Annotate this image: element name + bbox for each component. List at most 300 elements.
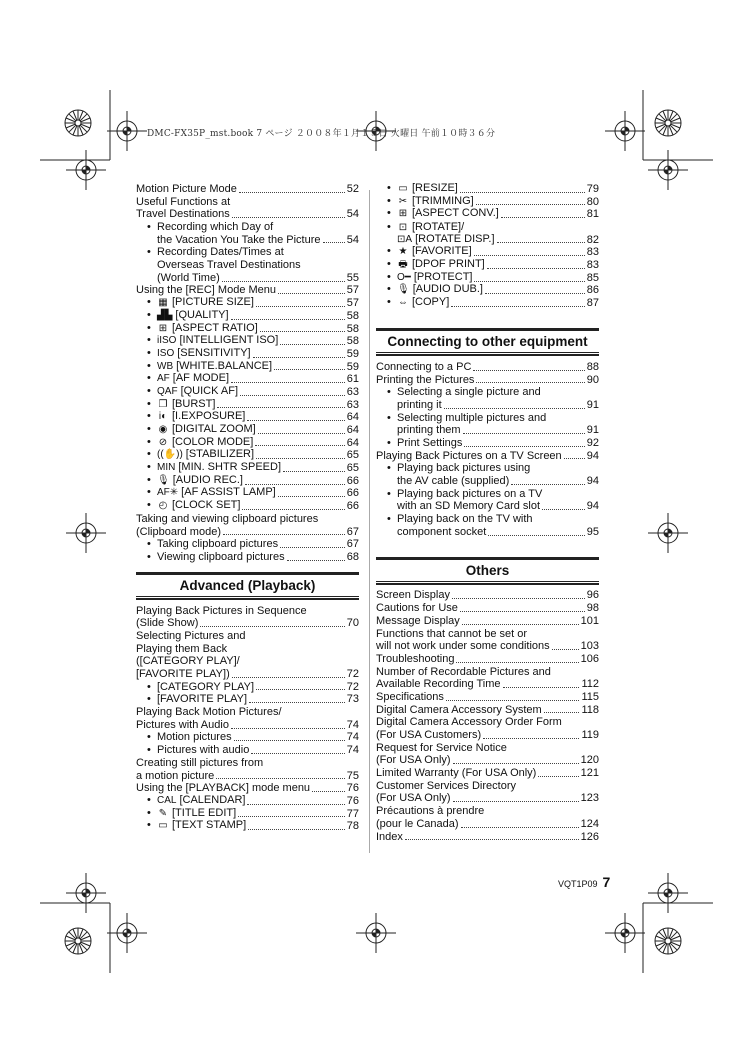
entry-title	[157, 234, 321, 247]
menu-icon: ✂	[398, 195, 408, 207]
toc-entry[interactable]	[136, 668, 359, 681]
entry-label: [AUDIO REC.]	[172, 473, 243, 486]
page-ref: 61	[346, 373, 359, 386]
menu-icon: ISO	[157, 347, 175, 359]
bullet-icon: •	[147, 731, 151, 744]
entry-label: [QUALITY]	[175, 308, 229, 321]
entry-title	[387, 412, 546, 424]
bullet-icon: •	[147, 819, 151, 832]
page-ref: 65	[346, 449, 359, 462]
menu-icon: ✎	[158, 807, 168, 819]
entry-label: Printing the Pictures	[376, 373, 475, 386]
entry-label: Taking clipboard pictures	[157, 538, 279, 551]
bullet-icon: •	[387, 386, 391, 399]
toc-entry[interactable]	[136, 526, 359, 539]
toc-entry[interactable]	[376, 678, 599, 691]
entry-label: [COLOR MODE]	[172, 435, 254, 448]
toc-entry[interactable]	[376, 437, 599, 450]
page-ref: 123	[580, 792, 599, 805]
entry-title	[147, 819, 246, 833]
entry-label: Playing back on the TV with	[397, 513, 533, 526]
entry-label: [TEXT STAMP]	[172, 819, 247, 832]
section-header-advanced-playback	[136, 572, 359, 600]
page-ref: 52	[346, 182, 359, 195]
bullet-icon: •	[147, 296, 151, 309]
entry-label: Available Recording Time	[376, 678, 501, 691]
dot-leader	[234, 740, 345, 741]
entry-title	[397, 233, 495, 247]
bullet-icon: •	[147, 538, 151, 551]
dot-leader	[283, 471, 345, 472]
dot-leader	[231, 382, 345, 383]
entry-title	[387, 462, 530, 474]
entry-label: [ROTATE DISP.]	[415, 232, 495, 245]
entry-label: [INTELLIGENT ISO]	[179, 334, 279, 347]
page-ref: 94	[586, 500, 599, 513]
menu-icon: O━	[397, 271, 411, 283]
dot-leader	[253, 357, 345, 358]
entry-title	[147, 334, 278, 348]
page-ref: 73	[346, 693, 359, 706]
toc-entry[interactable]	[376, 208, 599, 221]
entry-title	[147, 744, 249, 757]
dot-leader	[274, 369, 345, 370]
toc-text-line	[376, 412, 599, 425]
entry-label: ([CATEGORY PLAY]/	[136, 655, 240, 668]
menu-icon: iISO	[157, 335, 177, 347]
dot-leader	[451, 306, 584, 307]
toc-entry[interactable]	[136, 234, 359, 247]
bullet-icon: •	[147, 473, 151, 486]
page-ref: 67	[346, 525, 359, 538]
toc-entry[interactable]	[136, 820, 359, 833]
toc-entry[interactable]	[376, 590, 599, 603]
menu-icon: ◴	[158, 500, 168, 512]
dot-leader	[511, 484, 584, 485]
dot-leader	[446, 700, 580, 701]
entry-label: [ROTATE]/	[412, 221, 465, 234]
dot-leader	[231, 319, 345, 320]
entry-title	[397, 475, 509, 488]
entry-title	[387, 437, 462, 450]
entry-label: [TRIMMING]	[412, 194, 474, 207]
dot-leader	[312, 791, 345, 792]
page-ref: 94	[586, 475, 599, 488]
entry-title	[147, 360, 272, 374]
entry-label: [WHITE.BALANCE]	[176, 359, 273, 372]
toc-entry[interactable]	[376, 704, 599, 717]
entry-label: Creating still pictures from	[136, 756, 264, 769]
menu-icon: ⊡	[398, 222, 408, 234]
menu-icon: WB	[157, 360, 174, 372]
page-ref: 119	[581, 729, 599, 742]
entry-label: Playing back pictures on a TV	[397, 487, 543, 500]
toc-text-line	[136, 757, 359, 770]
entry-title	[147, 347, 251, 361]
toc-entry[interactable]	[376, 793, 599, 806]
entry-label: Playing Back Pictures on a TV Screen	[376, 449, 562, 462]
dot-leader	[249, 702, 345, 703]
entry-label: [CALENDAR]	[179, 793, 246, 806]
toc-text-line	[376, 805, 599, 818]
entry-label: Motion pictures	[157, 731, 232, 744]
toc-entry[interactable]	[376, 615, 599, 628]
entry-title	[147, 681, 254, 694]
page-ref: 63	[346, 398, 359, 411]
toc-entry[interactable]	[376, 729, 599, 742]
dot-leader	[256, 458, 345, 459]
page-ref: 72	[346, 668, 359, 681]
entry-title	[376, 361, 471, 374]
dot-leader	[460, 192, 585, 193]
toc-entry[interactable]	[136, 732, 359, 745]
toc-entry[interactable]	[136, 538, 359, 551]
bullet-icon: •	[147, 806, 151, 819]
dot-leader	[256, 689, 345, 690]
page-ref: 70	[346, 617, 359, 630]
dot-leader	[460, 611, 585, 612]
dot-leader	[483, 738, 579, 739]
page-ref: 59	[346, 360, 359, 373]
page-ref: 77	[346, 807, 359, 820]
dot-leader	[232, 677, 345, 678]
toc-text-line	[136, 655, 359, 668]
menu-icon: AF✳	[157, 487, 179, 499]
entry-title	[376, 780, 516, 792]
toc-entry[interactable]	[136, 551, 359, 564]
entry-title	[397, 424, 461, 437]
bullet-icon: •	[147, 550, 151, 563]
entry-label: with an SD Memory Card slot	[397, 500, 541, 513]
toc-entry[interactable]	[376, 767, 599, 780]
entry-title	[387, 488, 542, 500]
toc-text-line	[136, 196, 359, 209]
toc-entry[interactable]	[376, 526, 599, 539]
entry-label: Screen Display	[376, 589, 450, 602]
toc-entry[interactable]	[376, 374, 599, 387]
dot-leader	[247, 420, 344, 421]
entry-title	[147, 246, 284, 258]
bullet-icon: •	[147, 334, 151, 347]
page-ref: 58	[346, 322, 359, 335]
entry-label: Print Settings	[397, 436, 463, 449]
entry-title	[376, 742, 507, 754]
page-ref: 59	[346, 347, 359, 360]
dot-leader	[462, 624, 579, 625]
entry-title	[147, 372, 229, 386]
entry-title	[147, 398, 215, 412]
entry-title	[147, 794, 245, 808]
toc-entry[interactable]	[136, 681, 359, 694]
page-ref: 74	[346, 731, 359, 744]
toc-entry[interactable]	[376, 602, 599, 615]
dot-leader	[287, 560, 345, 561]
toc-entry[interactable]	[136, 208, 359, 221]
bullet-icon: •	[387, 221, 391, 234]
entry-label: Customer Services Directory	[376, 779, 516, 792]
entry-title	[147, 309, 229, 323]
entry-label: Taking and viewing clipboard pictures	[136, 512, 319, 525]
bullet-icon: •	[147, 448, 151, 461]
dot-leader	[474, 255, 585, 256]
entry-label: [TITLE EDIT]	[172, 806, 237, 819]
dot-leader	[538, 776, 578, 777]
toc-entry[interactable]	[376, 475, 599, 488]
entry-title	[147, 385, 238, 399]
toc-entry[interactable]	[376, 399, 599, 412]
entry-title	[387, 271, 472, 285]
dot-leader	[280, 344, 344, 345]
entry-title	[136, 617, 198, 630]
toc-text-line	[376, 716, 599, 729]
toc-entry[interactable]	[136, 693, 359, 706]
bullet-icon: •	[387, 436, 391, 449]
dot-leader	[216, 778, 344, 779]
page-ref: 91	[586, 424, 599, 437]
page-ref: 124	[580, 817, 599, 830]
toc-entry[interactable]	[376, 297, 599, 310]
dot-leader	[251, 753, 344, 754]
toc-entry[interactable]	[376, 691, 599, 704]
toc-entry[interactable]	[376, 361, 599, 374]
section-header-connecting	[376, 328, 599, 356]
page-ref: 98	[586, 602, 599, 615]
entry-label: [BURST]	[172, 397, 216, 410]
dot-leader	[278, 496, 345, 497]
toc-text-line	[376, 386, 599, 399]
dot-leader	[497, 242, 585, 243]
bullet-icon: •	[387, 487, 391, 500]
entry-label: Message Display	[376, 614, 460, 627]
entry-label: Selecting Pictures and	[136, 630, 246, 642]
entry-title	[136, 655, 240, 667]
entry-title	[376, 729, 481, 742]
dot-leader	[453, 801, 579, 802]
toc-entry[interactable]	[376, 653, 599, 666]
bullet-icon: •	[147, 308, 151, 321]
entry-label: Playing Back Motion Pictures/	[136, 706, 282, 719]
page-ref: 121	[580, 767, 599, 780]
entry-label: Useful Functions at	[136, 195, 231, 208]
entry-title	[147, 486, 276, 500]
dot-leader	[248, 829, 345, 830]
bullet-icon: •	[147, 693, 151, 706]
entry-label: (pour le Canada)	[376, 817, 459, 830]
dot-leader	[240, 395, 345, 396]
entry-title	[376, 716, 562, 728]
bullet-icon: •	[387, 462, 391, 475]
entry-title	[387, 258, 485, 272]
entry-label: Précautions à prendre	[376, 805, 485, 818]
entry-title	[147, 322, 258, 336]
model-code: VQT1P09	[558, 879, 598, 889]
toc-entry[interactable]	[136, 744, 359, 757]
toc-entry[interactable]	[376, 831, 599, 844]
toc-list-recording	[136, 183, 359, 564]
page-number: 7	[602, 874, 611, 890]
dot-leader	[256, 306, 345, 307]
dot-leader	[239, 192, 345, 193]
page-ref: 81	[586, 208, 599, 221]
toc-entry[interactable]	[136, 617, 359, 630]
toc-entry[interactable]	[376, 424, 599, 437]
toc-entry[interactable]	[376, 450, 599, 463]
entry-label: [SENSITIVITY]	[177, 346, 251, 359]
page-ref: 82	[586, 233, 599, 246]
toc-list-connecting	[376, 361, 599, 539]
dot-leader	[232, 217, 345, 218]
entry-title	[376, 678, 501, 691]
dot-leader	[476, 382, 584, 383]
page-ref: 74	[346, 744, 359, 757]
entry-label: Limited Warranty (For USA Only)	[376, 767, 537, 780]
bullet-icon: •	[147, 221, 151, 234]
bullet-icon: •	[147, 486, 151, 499]
entry-title	[376, 792, 451, 805]
entry-label: [I.EXPOSURE]	[172, 410, 246, 423]
toc-text-line	[136, 513, 359, 526]
entry-label: (For USA Customers)	[376, 729, 482, 742]
entry-label: (Slide Show)	[136, 617, 199, 630]
dot-leader	[456, 662, 578, 663]
toc-entry[interactable]	[376, 754, 599, 767]
entry-title	[147, 448, 254, 462]
page-ref: 55	[346, 271, 359, 284]
page-ref: 80	[586, 195, 599, 208]
page-ref: 83	[586, 246, 599, 259]
entry-label: [CLOCK SET]	[172, 499, 241, 512]
bullet-icon: •	[387, 270, 391, 283]
page-ref: 75	[346, 769, 359, 782]
entry-label: (For USA Only)	[376, 754, 451, 767]
bullet-icon: •	[147, 384, 151, 397]
entry-title	[147, 538, 278, 551]
dot-leader	[544, 712, 580, 713]
entry-label: [AF MODE]	[172, 372, 230, 385]
entry-label: printing them	[397, 424, 461, 437]
entry-title	[136, 526, 221, 539]
page-ref: 66	[346, 474, 359, 487]
bullet-icon: •	[387, 296, 391, 309]
page-ref: 85	[586, 271, 599, 284]
entry-label: [ASPECT CONV.]	[412, 207, 499, 220]
menu-icon: MIN	[157, 462, 176, 474]
entry-label: Travel Destinations	[136, 208, 230, 221]
entry-title	[387, 283, 483, 297]
bullet-icon: •	[147, 246, 151, 259]
menu-icon: ▭	[158, 820, 168, 832]
dot-leader	[405, 839, 579, 840]
page-ref: 57	[346, 284, 359, 297]
entry-title	[147, 551, 285, 564]
dot-leader	[222, 281, 345, 282]
entry-title	[147, 499, 240, 513]
page-ref: 54	[346, 233, 359, 246]
menu-icon: 🖶	[398, 259, 408, 271]
dot-leader	[452, 598, 585, 599]
page-ref: 58	[346, 335, 359, 348]
toc-text-line	[136, 221, 359, 234]
entry-title	[136, 643, 227, 655]
bullet-icon: •	[147, 793, 151, 806]
page-ref: 64	[346, 424, 359, 437]
page-ref: 78	[346, 820, 359, 833]
entry-label: [QUICK AF]	[180, 384, 239, 397]
entry-title	[136, 668, 230, 681]
section-title: Others	[465, 562, 510, 578]
entry-title	[397, 500, 540, 513]
menu-icon: ▟▙	[157, 309, 173, 321]
entry-label: Using the [PLAYBACK] mode menu	[136, 782, 311, 795]
entry-title	[376, 653, 454, 666]
page-ref: 68	[346, 550, 359, 563]
entry-title	[136, 757, 263, 769]
entry-title	[147, 221, 273, 233]
entry-title	[376, 754, 451, 767]
page-ref: 87	[586, 297, 599, 310]
toc-text-line	[376, 488, 599, 501]
menu-icon: ▦	[158, 297, 168, 309]
bullet-icon: •	[387, 258, 391, 271]
page-ref: 103	[580, 640, 599, 653]
bullet-icon: •	[147, 410, 151, 423]
entry-title	[147, 807, 236, 821]
entry-label: Selecting a single picture and	[397, 386, 541, 399]
entry-title	[147, 461, 281, 475]
dot-leader	[223, 534, 345, 535]
toc-entry[interactable]	[376, 640, 599, 653]
toc-entry[interactable]	[376, 500, 599, 513]
page-ref: 79	[586, 182, 599, 195]
menu-icon: ((✋))	[157, 449, 183, 461]
menu-icon: ★	[398, 246, 408, 258]
toc-entry[interactable]	[136, 500, 359, 513]
bullet-icon: •	[387, 283, 391, 296]
toc-text-line	[136, 706, 359, 719]
entry-title	[147, 410, 245, 424]
dot-leader	[260, 331, 345, 332]
entry-title	[376, 818, 459, 831]
dot-leader	[217, 407, 344, 408]
toc-list-others	[376, 590, 599, 844]
entry-title	[376, 666, 551, 678]
entry-title	[136, 630, 245, 642]
bullet-icon: •	[147, 397, 151, 410]
toc-entry[interactable]	[136, 719, 359, 732]
menu-icon: ⊞	[158, 322, 168, 334]
entry-label: will not work under some conditions	[376, 640, 550, 653]
menu-icon: ⊞	[398, 208, 408, 220]
menu-icon: i◐	[158, 411, 168, 423]
toc-entry[interactable]	[136, 183, 359, 196]
entry-label: Playing them Back	[136, 642, 228, 655]
entry-label: [FAVORITE]	[412, 245, 472, 258]
dot-leader	[463, 433, 585, 434]
toc-entry[interactable]	[376, 818, 599, 831]
entry-title	[136, 706, 282, 718]
toc-entry[interactable]	[136, 770, 359, 783]
menu-icon: CAL	[157, 794, 177, 806]
entry-label: [DIGITAL ZOOM]	[172, 423, 256, 436]
toc-text-line	[136, 246, 359, 259]
menu-icon: ⊘	[158, 436, 168, 448]
entry-label: [STABILIZER]	[185, 448, 255, 461]
toc-entry[interactable]	[136, 272, 359, 285]
entry-title	[136, 719, 229, 732]
toc-right-column	[376, 183, 599, 843]
entry-label: (Clipboard mode)	[136, 525, 221, 538]
entry-label: Request for Service Notice	[376, 741, 507, 754]
